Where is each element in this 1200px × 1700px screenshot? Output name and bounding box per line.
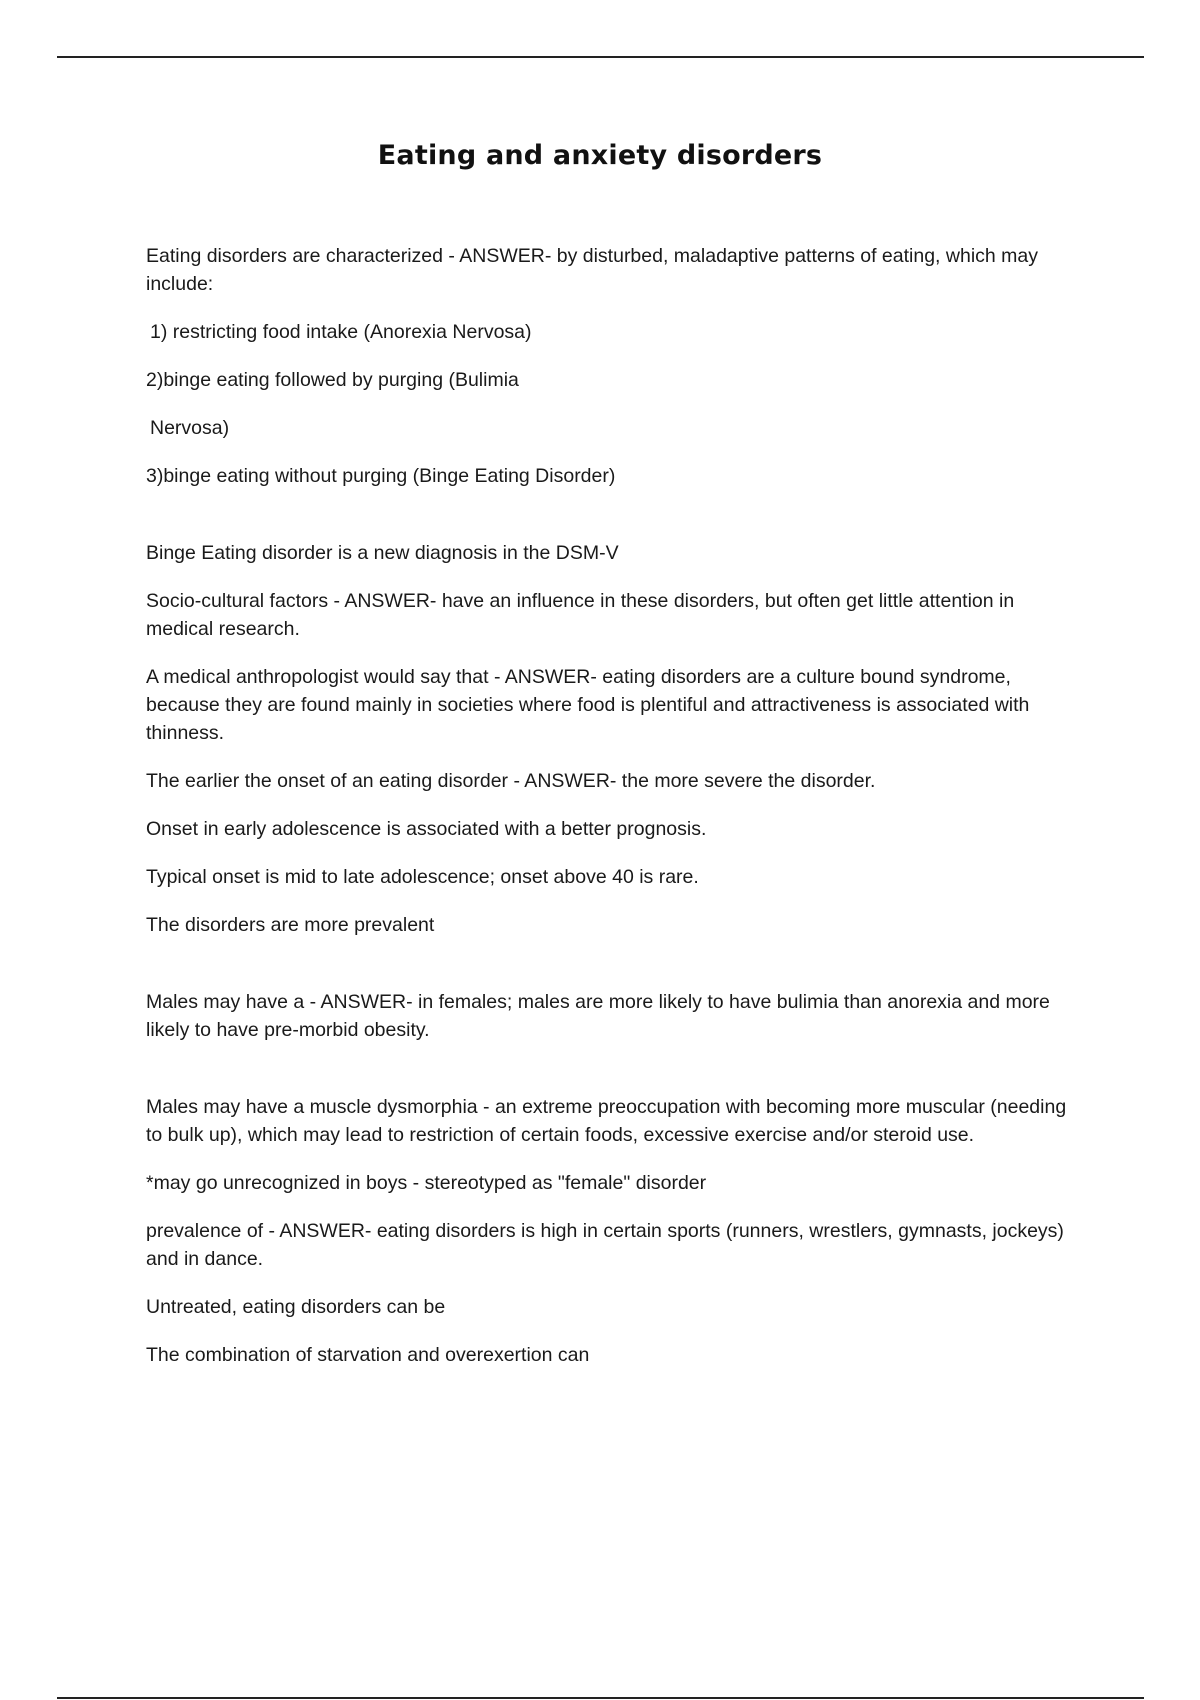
- paragraph-typical-onset: Typical onset is mid to late adolescence; onset above 40 is rare.: [146, 866, 699, 888]
- bottom-rule: [57, 1697, 1144, 1699]
- paragraph-anthropologist: A medical anthropologist would say that - ANSWER- eating disorders are a culture bound syndrome, because they are found mainly in societies where food is plentiful and attractiveness is associated with thinness.: [146, 666, 1030, 744]
- top-rule: [57, 56, 1144, 58]
- paragraph-untreated: Untreated, eating disorders can be: [146, 1296, 446, 1318]
- page-title: Eating and anxiety disorders: [377, 140, 823, 171]
- paragraph-eating-disorders-definition: Eating disorders are characterized - ANSWER- by disturbed, maladaptive patterns of eating, which may include:: [146, 245, 1039, 295]
- paragraph-muscle-dysmorphia: Males may have a muscle dysmorphia - an extreme preoccupation with becoming more muscular (needing to bulk up), which may lead to restriction of certain foods, excessive exercise and/or steroid use.: [146, 1096, 1067, 1146]
- paragraph-early-adolescence: Onset in early adolescence is associated with a better prognosis.: [146, 818, 707, 840]
- paragraph-males-bulimia: Males may have a - ANSWER- in females; males are more likely to have bulimia than anorexia and more likely to have pre-morbid obesity.: [146, 991, 1050, 1041]
- paragraph-unrecognized-boys: *may go unrecognized in boys - stereotyped as "female" disorder: [146, 1172, 707, 1194]
- document-body: [146, 242, 1086, 1389]
- paragraph-earlier-onset: The earlier the onset of an eating disorder - ANSWER- the more severe the disorder.: [146, 770, 876, 792]
- list-item-binge-eating: 3)binge eating without purging (Binge Eating Disorder): [146, 465, 616, 487]
- list-item-bulimia-continued: Nervosa): [150, 417, 230, 439]
- list-item-bulimia: 2)binge eating followed by purging (Bulimia: [146, 369, 519, 391]
- paragraph-socio-cultural: Socio-cultural factors - ANSWER- have an influence in these disorders, but often get little attention in medical research.: [146, 590, 1015, 640]
- paragraph-starvation-overexertion: The combination of starvation and overexertion can: [146, 1344, 590, 1366]
- paragraph-sports-prevalence: prevalence of - ANSWER- eating disorders is high in certain sports (runners, wrestlers, gymnasts, jockeys) and in dance.: [146, 1220, 1064, 1270]
- paragraph-dsm-v: Binge Eating disorder is a new diagnosis in the DSM-V: [146, 542, 619, 564]
- paragraph-more-prevalent: The disorders are more prevalent: [146, 914, 435, 936]
- list-item-anorexia: 1) restricting food intake (Anorexia Nervosa): [150, 321, 532, 343]
